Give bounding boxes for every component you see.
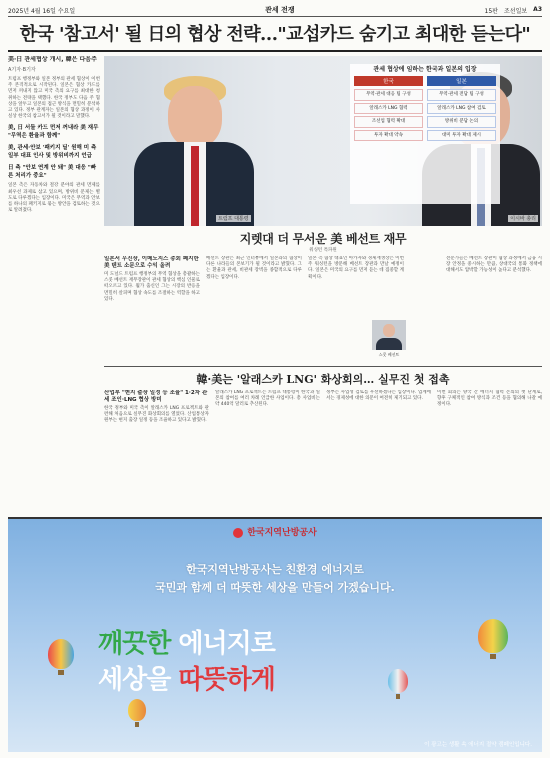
right-photo-caption: 이시바 총리: [510, 216, 536, 222]
graphic-title: 관세 협상에 임하는 한국과 일본의 입장: [373, 66, 477, 73]
story-byline: A기자·B기자: [8, 67, 36, 73]
section3-columns: [104, 390, 542, 510]
section3-body: 한국 정부와 미국 측이 알래스카 LNG 프로젝트와 관련해 처음으로 실무진 화상회의를 열었다. 산업통상자원부는 현지 출장 일정 등을 조율하고 있다고 밝혔다.: [104, 406, 209, 424]
graphic-cell: 알래스카 LNG 협력: [354, 103, 423, 115]
graphic-col-korea: 한국: [354, 76, 423, 86]
graphic-cell: 조선업 협력 확대: [354, 116, 423, 128]
ad-footnote: 이 광고는 생활 속 에너지 절약 캠페인입니다.: [424, 742, 532, 748]
hot-air-balloon: [478, 619, 508, 653]
story-kicker: 美·日 관세협상 개시, 韓은 다음주: [8, 56, 97, 63]
ad-brand-name: 한국지역난방공사: [247, 528, 317, 538]
paper-name: 조선일보: [503, 7, 528, 15]
story-subhead: 美, 관세·안보 '패키지 딜' 원해 미 측 일부 대표 인사 및 방위비까지 언급: [8, 145, 97, 159]
graphic-cell: 대미 투자 확대 제시: [427, 130, 496, 142]
section2-byline: 워싱턴 특파원: [309, 248, 337, 253]
graphic-cell: 투자 확대 약속: [354, 130, 423, 142]
ad-slogan-line2: 세상을 따뜻하게: [98, 665, 275, 695]
edition: 15판: [484, 7, 498, 15]
ad-slogan-line1: 깨끗한 에너지로: [98, 629, 275, 659]
graphic-cell: 알래스카 LNG 참여 검토: [427, 103, 496, 115]
left-leader-figure: [134, 58, 254, 226]
section2-columns: [104, 256, 542, 362]
ad-brand-logo: [8, 525, 542, 538]
section3-kicker: 산업부 "현지 출장 일정 등 조율" 1·2차 관세 조인·LNG 협상 방미: [104, 390, 208, 403]
graphic-col-japan: 일본: [427, 76, 496, 86]
graphic-cell: 무역·관세 전담 팀 구성: [427, 89, 496, 101]
ad-copy-line: 한국지역난방공사는 친환경 에너지로: [186, 563, 364, 576]
bessent-portrait: [372, 320, 406, 350]
story-body: 일본 측은 자동차와 철강 분야의 관세 면제를 최우선 과제로 삼고 있으며, 방위비 문제는 별도로 다루겠다는 입장이다. 미국은 무역과 안보를 하나의 패키지로 묶는 방안을 검토하는 것으로 알려졌다.: [8, 183, 100, 214]
main-headline: 한국 '참고서' 될 日의 협상 전략…"교섭카드 숨기고 최대한 듣는다": [8, 20, 542, 52]
page-header: [8, 4, 542, 17]
section3-body: 알래스카 LNG 프로젝트는 트럼프 대통령이 한국과 일본의 참여를 여러 차례 언급한 사업이다. 총 사업비는 약 440억 달러로 추산된다.: [215, 390, 320, 408]
section2-body: 미 도널드 트럼프 행정부의 무역 협상을 총괄하는 스콧 베선트 재무장관이 관세 협상의 핵심 인물로 떠오르고 있다. 월가 출신인 그는 시장의 반응을 면밀히 살피며 협상 속도를 조절하는 역할을 하고 있다.: [104, 272, 200, 302]
section2-kicker: 일본서 무진장, 이메노지스 총회 폐지한 美 텐트 소문으로 수익 올려: [104, 256, 199, 269]
ad-copy-line: 국민과 함께 더 따뜻한 세상을 만들어 가겠습니다.: [155, 581, 395, 594]
section3-body: 정부는 사업성 검토를 우선하겠다는 입장이다. 업계에서는 경제성에 대한 의문이 여전히 제기되고 있다.: [326, 390, 431, 402]
issue-date: 2025년 4월 16일 수요일: [8, 7, 76, 15]
graphic-cell: 방위비 분담 논의: [427, 116, 496, 128]
advertisement: [8, 517, 542, 752]
hot-air-balloon: [128, 699, 146, 721]
portrait-caption: 스콧 베선트: [378, 352, 400, 357]
leaders-photo: [104, 56, 542, 226]
section3-body: 이번 회의는 양국 간 에너지 협력 논의의 첫 단계로, 향후 구체적인 참여 방식과 조건 등을 협의해 나갈 예정이다.: [437, 390, 542, 408]
section2-headline: 지렛대 더 무서운 美 베선트 재무: [239, 232, 407, 246]
section-divider: [104, 366, 542, 367]
story-subhead: 美, 日 서둘 카드 먼저 꺼내라 美 재무 "무역은 환율과 함께": [8, 125, 99, 139]
comparison-graphic: [350, 64, 500, 204]
story-subhead: 日 측 "안보 연계 안 돼" 美 대응 "빠른 처리가 중요": [8, 165, 97, 179]
section2-body: 베선트 장관은 최근 인터뷰에서 일본과의 협상이 다른 나라들의 본보기가 될 것이라고 밝혔다. 그는 환율과 관세, 비관세 장벽을 종합적으로 다루겠다는 입장이다.: [206, 256, 302, 280]
section2-body: 전문가들은 베선트 장관이 협상 과정에서 금융 시장 안정을 중시하는 만큼, 상대국의 통화 정책에 대해서도 압박할 가능성이 높다고 분석했다.: [446, 256, 542, 274]
hot-air-balloon: [48, 639, 74, 669]
story-body: 트럼프 행정부와 일본 정부의 관세 협상이 이번 주 본격적으로 시작된다. 일본은 협상 카드를 먼저 꺼내지 않고 미국 측의 요구를 최대한 청취하는 전략을 택했다. 한국 정부도 다음 주 협상을 앞두고 일본의 접근 방식을 면밀히 분석하고 있다. 정부 관계자는 일본의 협상 과정이 사실상 한국의 참고서가 될 것이라고 말했다.: [8, 77, 100, 120]
left-photo-caption: 트럼프 대통령: [218, 216, 249, 222]
section-name: 관세 전쟁: [265, 6, 295, 14]
left-column-story: [8, 56, 100, 556]
section2-body: 일본 측 협상 대표인 아카자와 경제재생상은 이번 주 워싱턴을 방문해 베선트 장관과 만날 예정이다. 일본은 미국의 요구를 먼저 듣는 데 집중할 계획이다.: [308, 256, 404, 280]
hot-air-balloon: [388, 669, 408, 693]
graphic-cell: 무역·관세 대응 팀 구성: [354, 89, 423, 101]
brand-mark-icon: [233, 528, 243, 538]
section3-headline: 韓·美는 '알래스카 LNG' 화상회의… 실무진 첫 접촉: [196, 373, 450, 386]
page-number: A3: [533, 5, 542, 13]
